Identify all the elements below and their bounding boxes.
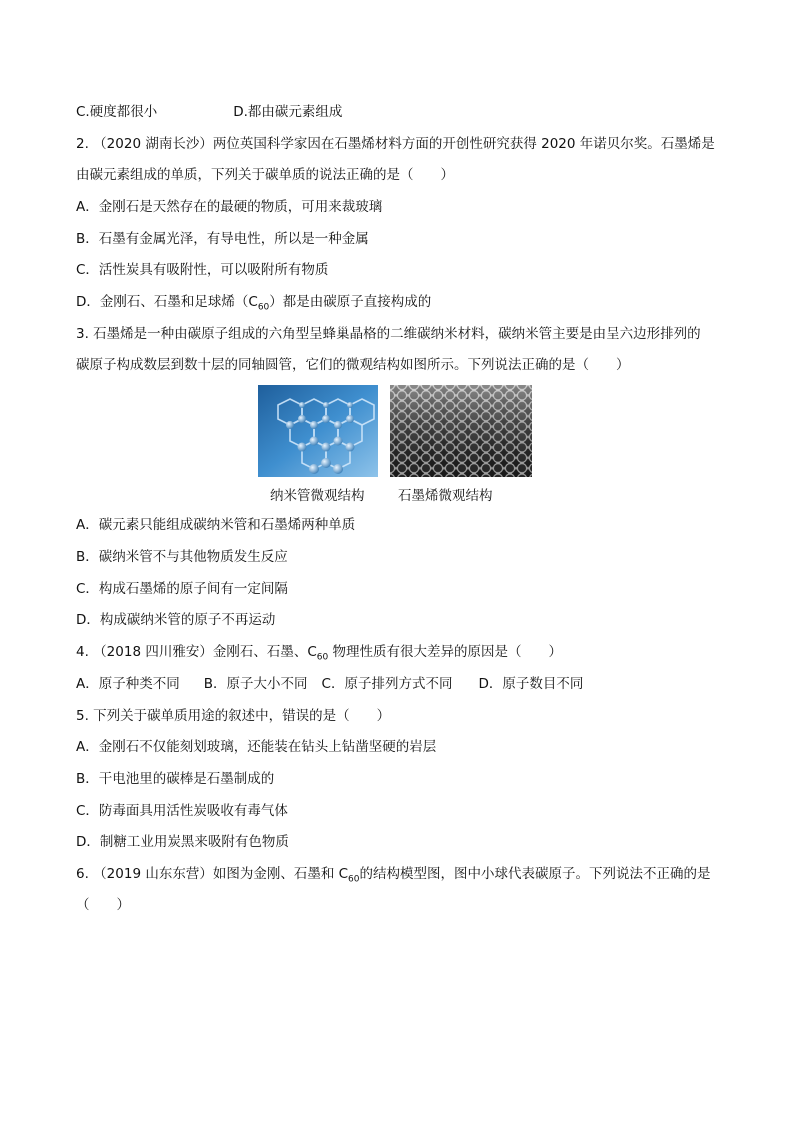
q2-option-d [76, 293, 726, 317]
q3-stem-line1: 3. 石墨烯是一种由碳原子组成的六角型呈蜂巢晶格的二维碳纳米材料，碳纳米管主要是由呈六边形排列的 [76, 326, 701, 342]
q3-figures [258, 385, 538, 477]
q4-stem-post: 物理性质有很大差异的原因是（ ） [328, 644, 562, 660]
q2-stem-line1: 2. （2020 湖南长沙）两位英国科学家因在石墨烯材料方面的开创性研究获得 2020 年诺贝尔奖。石墨烯是 [76, 136, 715, 152]
c60-subscript: 60 [316, 652, 329, 663]
q3-stem-line2: 碳原子构成数层到数十层的同轴圆管，它们的微观结构如图所示。下列说法正确的是（ ） [76, 357, 630, 373]
q3-option-a: A．碳元素只能组成碳纳米管和石墨烯两种单质 [76, 517, 356, 533]
c60-subscript: 60 [257, 302, 270, 313]
q3-option-d: D．构成碳纳米管的原子不再运动 [76, 612, 276, 628]
q5-option-a: A．金刚石不仅能刻划玻璃，还能装在钻头上钻凿坚硬的岩层 [76, 739, 437, 755]
c60-subscript: 60 [348, 874, 360, 885]
q5-stem: 5. 下列关于碳单质用途的叙述中，错误的是（ ） [76, 708, 391, 724]
q4-options [76, 675, 726, 693]
nanotube-caption: 纳米管微观结构 [270, 488, 365, 504]
q3-option-c: C．构成石墨烯的原子间有一定间隔 [76, 581, 288, 597]
q1-options-cd [76, 103, 726, 121]
q2-option-a: A．金刚石是天然存在的最硬的物质，可用来裁玻璃 [76, 199, 383, 215]
q5-option-b: B．干电池里的碳棒是石墨制成的 [76, 771, 275, 787]
q5-option-c: C．防毒面具用活性炭吸收有毒气体 [76, 803, 288, 819]
q4-stem-pre: 4. （2018 四川雅安）金刚石、石墨、C [76, 644, 317, 660]
q2-stem-line2: 由碳元素组成的单质，下列关于碳单质的说法正确的是（ ） [76, 167, 454, 183]
q2-option-d-post: ）都是由碳原子直接构成的 [269, 294, 432, 310]
q3-option-b: B．碳纳米管不与其他物质发生反应 [76, 549, 288, 565]
q6-stem-post: 的结构模型图，图中小球代表碳原子。下列说法不正确的是 [359, 866, 711, 882]
q4-option-a: A．原子种类不同 [76, 676, 180, 692]
q4-option-c: C．原子排列方式不同 [321, 676, 453, 692]
q1-option-c: C.硬度都很小 [76, 104, 158, 120]
q6-stem-line2: （ ） [76, 897, 130, 913]
q1-option-d: D.都由碳元素组成 [233, 104, 343, 120]
graphene-structure-image [390, 385, 532, 477]
q6-stem-pre: 6. （2019 山东东营）如图为金刚、石墨和 C [76, 866, 349, 882]
q6-stem-line1 [76, 865, 726, 889]
q4-stem [76, 643, 726, 667]
q4-option-d: D．原子数目不同 [478, 676, 584, 692]
q2-option-c: C．活性炭具有吸附性，可以吸附所有物质 [76, 262, 329, 278]
q4-option-b: B．原子大小不同 [203, 676, 308, 692]
q2-option-d-pre: D．金刚石、石墨和足球烯（C [76, 294, 258, 310]
nanotube-structure-image [258, 385, 378, 477]
graphene-caption: 石墨烯微观结构 [398, 488, 493, 504]
q5-option-d: D．制糖工业用炭黑来吸附有色物质 [76, 834, 289, 850]
q2-option-b: B．石墨有金属光泽，有导电性，所以是一种金属 [76, 231, 369, 247]
